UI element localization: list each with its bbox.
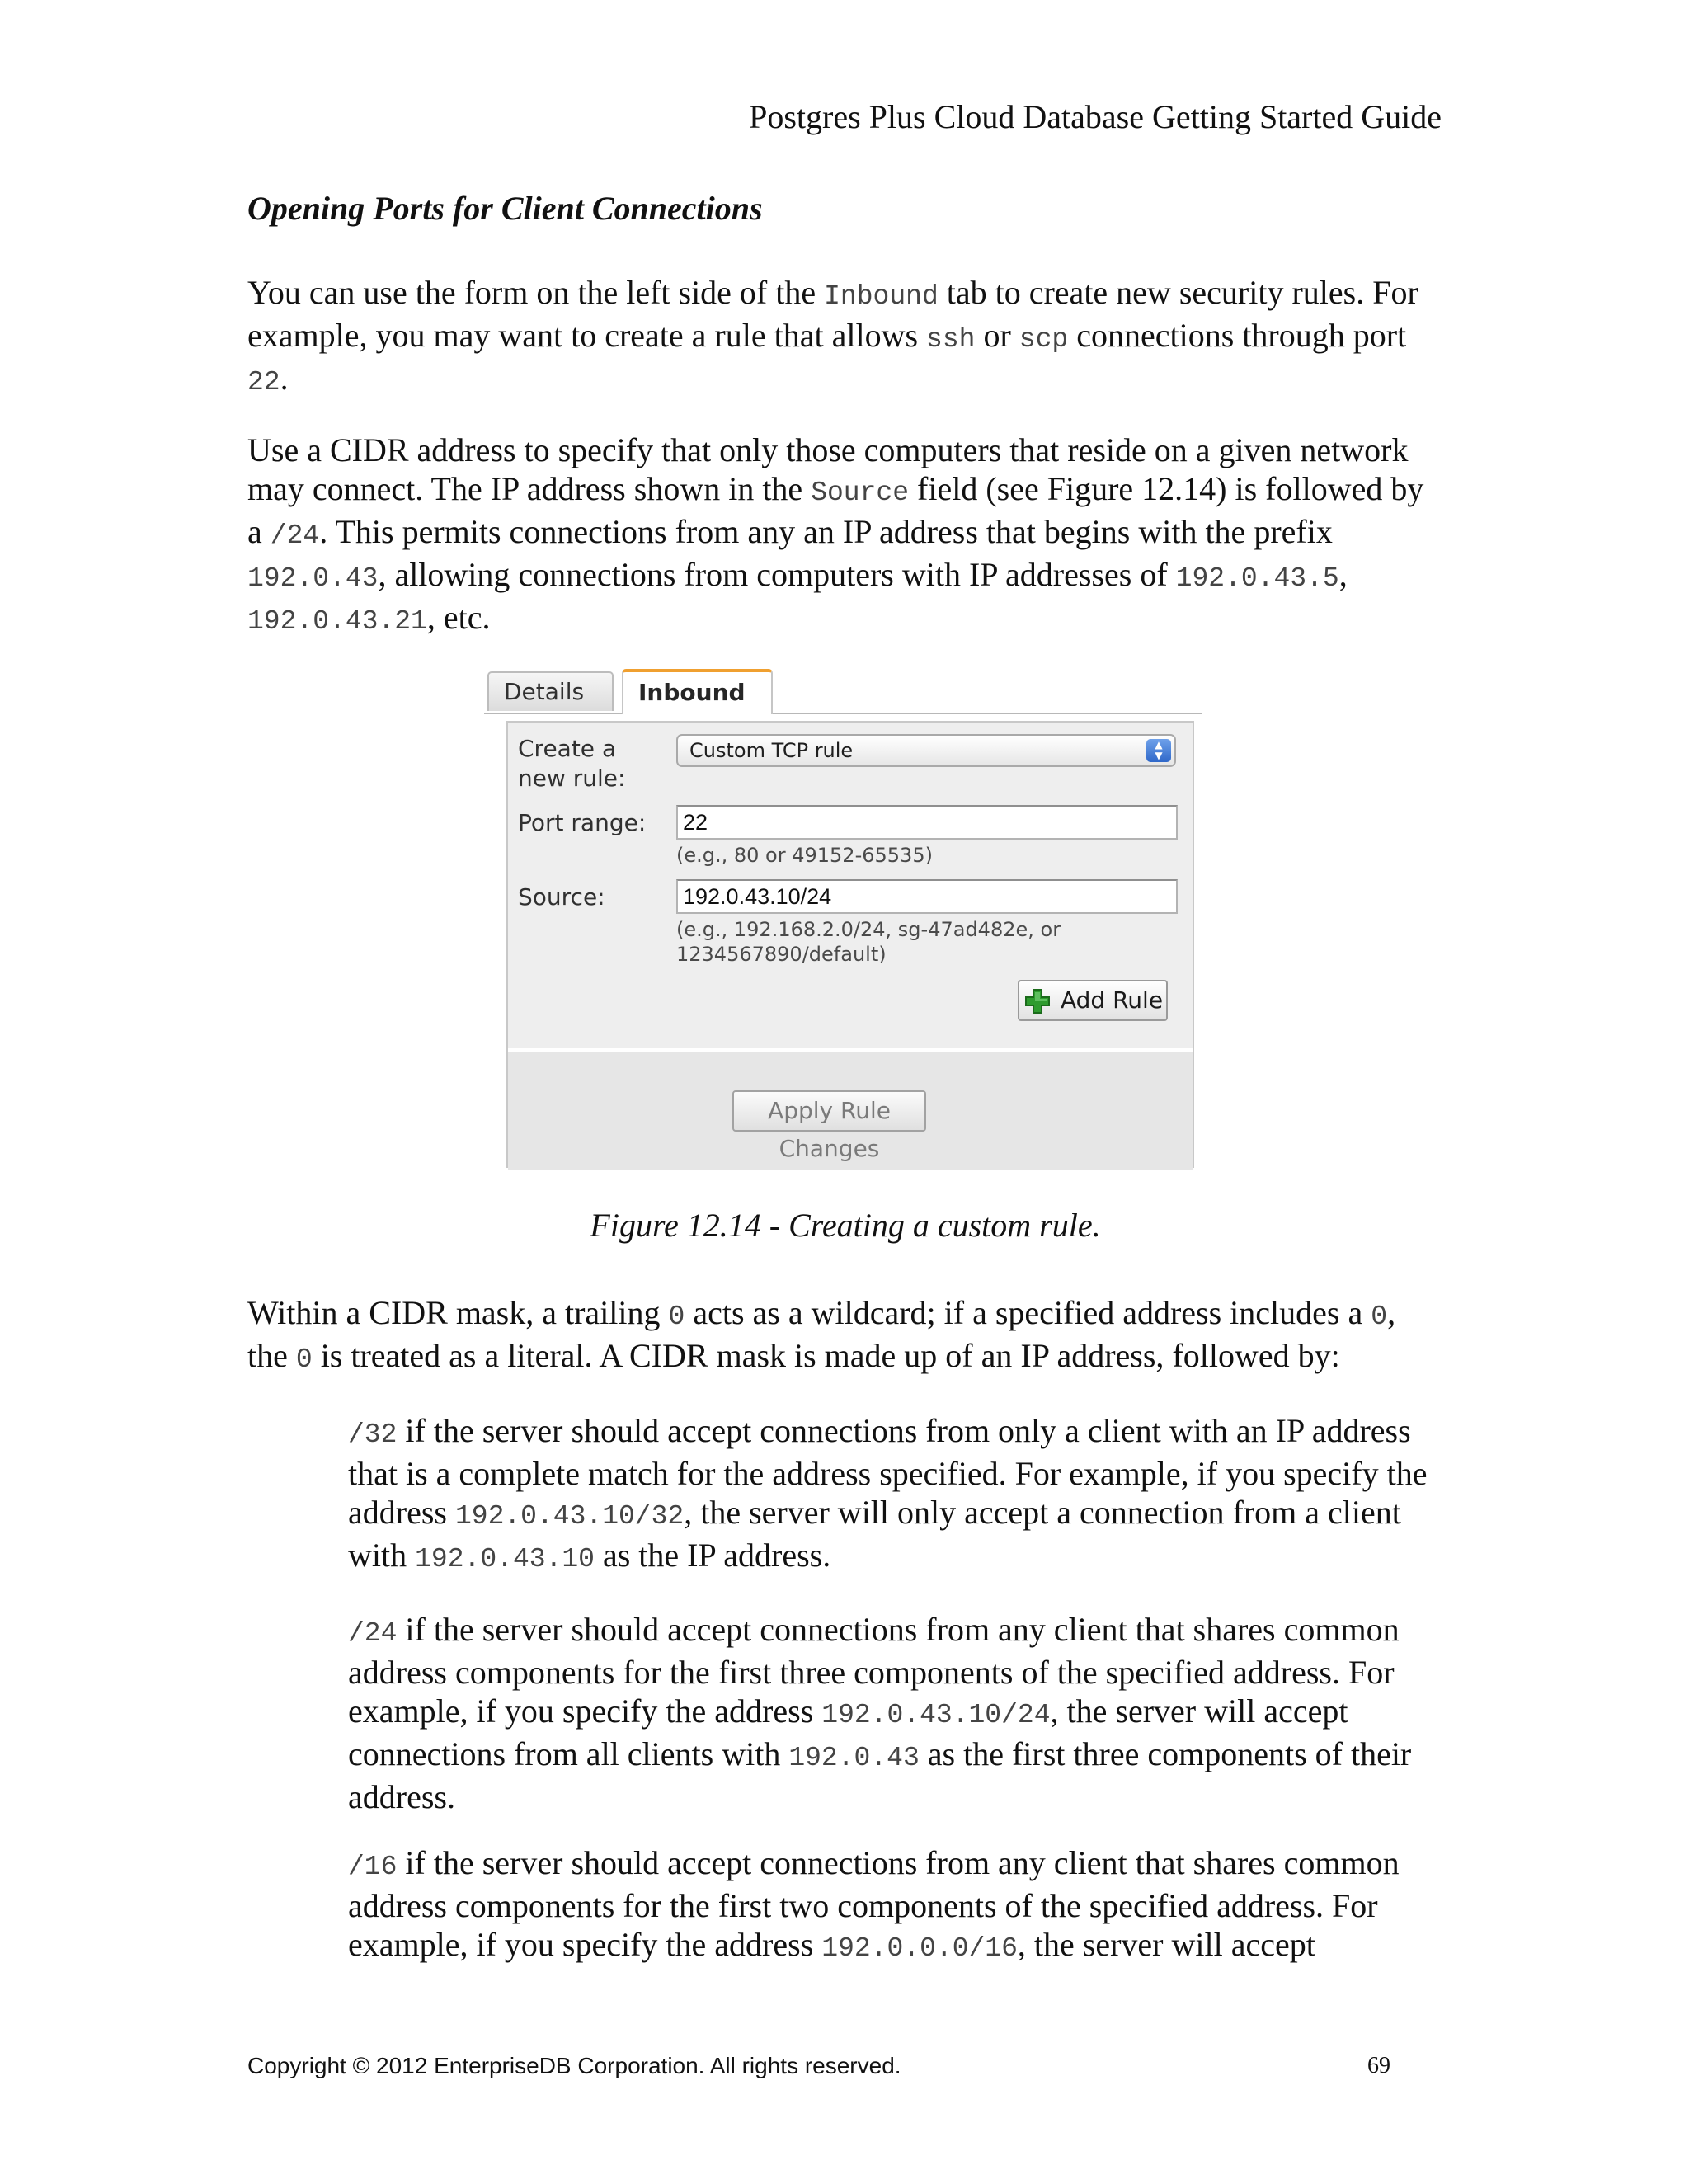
- text: , the server will accept connections from all clients with: [348, 1692, 1348, 1772]
- text: is treated as a literal. A CIDR mask is made up of an IP address, followed by:: [312, 1337, 1340, 1374]
- paragraph-inbound-form: [247, 273, 1443, 402]
- text: field (see Figure 12.14) is followed by a: [247, 470, 1424, 550]
- page-header: Postgres Plus Cloud Database Getting Started Guide: [749, 98, 1442, 135]
- text: as the IP address.: [594, 1537, 831, 1574]
- text: , allowing connections from computers with IP addresses of: [378, 556, 1176, 593]
- text: acts as a wildcard; if a specified address includes a: [685, 1294, 1371, 1331]
- text: , the server will accept: [1017, 1926, 1315, 1963]
- code-ip-example: 192.0.43.21: [247, 606, 427, 637]
- text: You can use the form on the left side of the: [247, 274, 825, 311]
- text: , the server will only accept a connection from a client with: [348, 1494, 1401, 1574]
- text: .: [280, 360, 289, 397]
- list-item-mask-24: [348, 1610, 1445, 1816]
- code-address: 192.0.43.10/24: [821, 1700, 1051, 1730]
- code-zero: 0: [668, 1301, 685, 1332]
- text: if the server should accept connections from any client that shares common address components for the first three components of the specified address. For example, if you specify the address: [348, 1611, 1400, 1730]
- code-zero: 0: [295, 1344, 313, 1375]
- code-inbound: Inbound: [824, 281, 939, 312]
- code-address: 192.0.43.10: [415, 1544, 595, 1574]
- code-address: 192.0.43.10/32: [454, 1501, 685, 1532]
- select-arrows-icon: ▲ ▼: [1146, 739, 1171, 762]
- source-hint: [676, 917, 1179, 967]
- rule-type-select[interactable]: [676, 734, 1176, 767]
- port-range-hint: (e.g., 80 or 49152-65535): [676, 844, 933, 867]
- green-plus-icon: [1024, 988, 1051, 1014]
- code-mask: /16: [348, 1852, 398, 1882]
- section-title: Opening Ports for Client Connections: [247, 190, 763, 227]
- code-mask: /24: [348, 1618, 398, 1649]
- figure-caption: Figure 12.14 - Creating a custom rule.: [590, 1207, 1101, 1244]
- code-ssh: ssh: [926, 324, 976, 355]
- code-scp: scp: [1019, 324, 1069, 355]
- code-address: 192.0.0.0/16: [821, 1933, 1018, 1964]
- paragraph-cidr-address: [247, 431, 1443, 641]
- source-input[interactable]: 192.0.43.10/24: [676, 879, 1178, 914]
- source-label: Source:: [518, 883, 605, 911]
- text: if the server should accept connections from only a client with an IP address that is a complete match for the address specified. For example, if you specify the address: [348, 1412, 1428, 1531]
- add-rule-button[interactable]: [1018, 980, 1168, 1021]
- create-rule-label: [518, 734, 625, 793]
- text: as the first three components of their address.: [348, 1735, 1412, 1815]
- create-rule-label-line: Create a: [518, 735, 617, 762]
- code-mask: /24: [270, 520, 320, 551]
- port-range-input[interactable]: 22: [676, 805, 1178, 840]
- source-hint-line: 1234567890/default): [676, 943, 887, 966]
- source-hint-line: (e.g., 192.168.2.0/24, sg-47ad482e, or: [676, 918, 1061, 941]
- list-item-mask-32: [348, 1411, 1445, 1579]
- text: tab to create new security rules. For example, you may want to create a rule that allows: [247, 274, 1418, 354]
- paragraph-cidr-mask: [247, 1293, 1443, 1379]
- code-mask: /32: [348, 1419, 398, 1450]
- apply-rule-changes-button[interactable]: Apply Rule Changes: [732, 1090, 926, 1132]
- inbound-panel: [506, 721, 1194, 1168]
- text: Within a CIDR mask, a trailing: [247, 1294, 669, 1331]
- footer-copyright: Copyright © 2012 EnterpriseDB Corporation. All rights reserved.: [247, 2053, 901, 2078]
- text: if the server should accept connections from any client that shares common address components for the first two components of the specified address. For example, if you specify the address: [348, 1844, 1400, 1963]
- code-address: 192.0.43: [788, 1743, 920, 1773]
- tab-inbound[interactable]: Inbound: [622, 669, 773, 714]
- create-rule-label-line: new rule:: [518, 765, 626, 792]
- code-ip-example: 192.0.43.5: [1175, 563, 1339, 594]
- text: Use a CIDR address to specify that only those computers that reside on a given network may connect. The IP address shown in the: [247, 431, 1409, 507]
- code-port: 22: [247, 367, 280, 398]
- text: , etc.: [426, 599, 491, 636]
- text: ,: [1338, 556, 1348, 593]
- text: or: [975, 317, 1019, 354]
- page-number: 69: [1367, 2053, 1390, 2078]
- figure-security-rule-form: [484, 666, 1202, 1168]
- code-zero: 0: [1371, 1301, 1388, 1332]
- add-rule-label: Add Rule: [1061, 986, 1164, 1014]
- tab-bar: [484, 666, 1202, 714]
- rule-type-value: Custom TCP rule: [689, 739, 854, 762]
- code-source: Source: [811, 478, 910, 508]
- text: . This permits connections from any an IP address that begins with the prefix: [319, 513, 1333, 550]
- text: , the: [247, 1294, 1396, 1374]
- list-item-mask-16: [348, 1843, 1445, 1968]
- text: connections through port: [1068, 317, 1407, 354]
- port-range-label: Port range:: [518, 809, 647, 836]
- code-prefix: 192.0.43: [247, 563, 379, 594]
- tab-details[interactable]: Details: [487, 671, 614, 711]
